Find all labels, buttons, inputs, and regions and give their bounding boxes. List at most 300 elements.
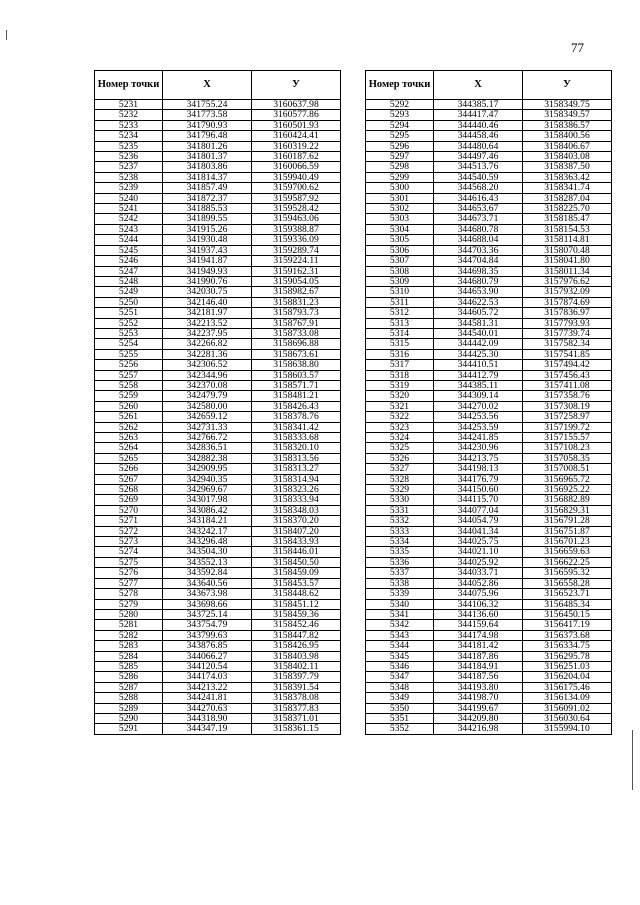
y-coordinate-cell: 3156450.15 (523, 609, 612, 619)
point-number-cell: 5268 (95, 485, 163, 495)
table-row (366, 620, 612, 630)
table-row (366, 328, 612, 338)
y-coordinate-cell: 3158982.67 (252, 287, 341, 297)
x-coordinate-cell: 344385.17 (434, 100, 523, 110)
y-coordinate-cell: 3159336.09 (252, 235, 341, 245)
point-number-cell: 5278 (95, 589, 163, 599)
point-number-cell: 5295 (366, 131, 434, 141)
y-coordinate-cell: 3160501.93 (252, 120, 341, 130)
x-coordinate-cell: 343296.48 (163, 537, 252, 547)
y-coordinate-cell: 3158459.09 (252, 568, 341, 578)
point-number-cell: 5266 (95, 464, 163, 474)
point-number-cell: 5271 (95, 516, 163, 526)
point-number-cell: 5290 (95, 713, 163, 723)
x-coordinate-cell: 344106.32 (434, 599, 523, 609)
x-coordinate-cell: 341796.48 (163, 131, 252, 141)
point-number-cell: 5286 (95, 672, 163, 682)
table-row (95, 172, 341, 182)
point-number-cell: 5260 (95, 401, 163, 411)
table-row (95, 661, 341, 671)
point-number-cell: 5279 (95, 599, 163, 609)
point-number-cell: 5320 (366, 391, 434, 401)
x-coordinate-cell: 342969.67 (163, 485, 252, 495)
x-coordinate-cell: 343086.42 (163, 505, 252, 515)
y-coordinate-cell: 3158287.04 (523, 193, 612, 203)
x-coordinate-cell: 344442.09 (434, 339, 523, 349)
x-coordinate-cell: 341949.93 (163, 266, 252, 276)
x-coordinate-cell: 344680.79 (434, 276, 523, 286)
y-coordinate-cell: 3160637.98 (252, 100, 341, 110)
table-row (95, 308, 341, 318)
point-number-cell: 5259 (95, 391, 163, 401)
table-row (366, 589, 612, 599)
point-number-cell: 5321 (366, 401, 434, 411)
point-number-cell: 5236 (95, 152, 163, 162)
table-row (95, 485, 341, 495)
table-row (95, 328, 341, 338)
point-number-cell: 5280 (95, 609, 163, 619)
point-number-cell: 5281 (95, 620, 163, 630)
point-number-cell: 5296 (366, 141, 434, 151)
point-number-cell: 5258 (95, 380, 163, 390)
y-coordinate-cell: 3158313.56 (252, 453, 341, 463)
point-number-cell: 5352 (366, 724, 434, 734)
table-row (366, 297, 612, 307)
point-number-cell: 5244 (95, 235, 163, 245)
point-number-cell: 5327 (366, 464, 434, 474)
table-row (366, 276, 612, 286)
point-number-cell: 5285 (95, 661, 163, 671)
point-number-cell: 5335 (366, 547, 434, 557)
point-number-cell: 5294 (366, 120, 434, 130)
y-coordinate-cell: 3158406.67 (523, 141, 612, 151)
y-coordinate-cell: 3157494.42 (523, 360, 612, 370)
x-coordinate-cell: 341803.86 (163, 162, 252, 172)
table-row (95, 537, 341, 547)
y-coordinate-cell: 3157108.23 (523, 443, 612, 453)
table-row (95, 453, 341, 463)
x-coordinate-cell: 344115.70 (434, 495, 523, 505)
table-row (366, 453, 612, 463)
point-number-cell: 5328 (366, 474, 434, 484)
x-coordinate-cell: 344241.85 (434, 433, 523, 443)
table-row (366, 474, 612, 484)
table-row (366, 464, 612, 474)
y-coordinate-cell: 3158378.08 (252, 693, 341, 703)
y-coordinate-cell: 3156417.19 (523, 620, 612, 630)
table-row (95, 443, 341, 453)
x-coordinate-cell: 344480.64 (434, 141, 523, 151)
table-row (95, 120, 341, 130)
table-row (366, 245, 612, 255)
point-number-cell: 5254 (95, 339, 163, 349)
x-coordinate-cell: 344066.27 (163, 651, 252, 661)
x-coordinate-cell: 342909.95 (163, 464, 252, 474)
point-number-cell: 5297 (366, 152, 434, 162)
x-coordinate-cell: 343640.56 (163, 578, 252, 588)
x-coordinate-cell: 344497.46 (434, 152, 523, 162)
table-row (95, 589, 341, 599)
table-row (366, 641, 612, 651)
table-row (366, 360, 612, 370)
table-row (95, 100, 341, 110)
point-number-cell: 5273 (95, 537, 163, 547)
table-row (366, 204, 612, 214)
y-coordinate-cell: 3156295.78 (523, 651, 612, 661)
point-number-cell: 5347 (366, 672, 434, 682)
y-coordinate-cell: 3158154.53 (523, 224, 612, 234)
point-number-cell: 5289 (95, 703, 163, 713)
point-number-cell: 5261 (95, 412, 163, 422)
point-number-cell: 5314 (366, 328, 434, 338)
point-number-cell: 5232 (95, 110, 163, 120)
table-row (366, 120, 612, 130)
table-row (366, 235, 612, 245)
table-row (366, 547, 612, 557)
table-row (95, 672, 341, 682)
x-coordinate-cell: 342181.97 (163, 308, 252, 318)
y-coordinate-cell: 3159388.87 (252, 224, 341, 234)
point-number-cell: 5307 (366, 256, 434, 266)
x-coordinate-cell: 344698.35 (434, 266, 523, 276)
x-coordinate-cell: 344540.59 (434, 172, 523, 182)
y-coordinate-cell: 3158481.21 (252, 391, 341, 401)
coordinates-table-right (365, 70, 612, 735)
y-coordinate-cell: 3158433.93 (252, 537, 341, 547)
y-coordinate-cell: 3156091.02 (523, 703, 612, 713)
x-coordinate-cell: 344270.02 (434, 401, 523, 411)
table-row (366, 557, 612, 567)
point-number-cell: 5346 (366, 661, 434, 671)
point-number-cell: 5300 (366, 183, 434, 193)
table-row (366, 412, 612, 422)
header-point-number: Номер точки (95, 71, 163, 100)
x-coordinate-cell: 342281.36 (163, 349, 252, 359)
table-row (366, 162, 612, 172)
table-row (366, 214, 612, 224)
y-coordinate-cell: 3157836.97 (523, 308, 612, 318)
table-row (366, 485, 612, 495)
table-row (95, 568, 341, 578)
header-y: У (523, 71, 612, 100)
table-row (366, 349, 612, 359)
point-number-cell: 5250 (95, 297, 163, 307)
y-coordinate-cell: 3158386.57 (523, 120, 612, 130)
y-coordinate-cell: 3160187.62 (252, 152, 341, 162)
x-coordinate-cell: 343552.13 (163, 557, 252, 567)
x-coordinate-cell: 343504.30 (163, 547, 252, 557)
y-coordinate-cell: 3158225.70 (523, 204, 612, 214)
table-row (95, 183, 341, 193)
point-number-cell: 5348 (366, 682, 434, 692)
x-coordinate-cell: 344025.92 (434, 557, 523, 567)
table-row (366, 172, 612, 182)
point-number-cell: 5324 (366, 433, 434, 443)
x-coordinate-cell: 342659.12 (163, 412, 252, 422)
x-coordinate-cell: 344041.34 (434, 526, 523, 536)
y-coordinate-cell: 3158767.91 (252, 318, 341, 328)
table-row (366, 693, 612, 703)
table-row (95, 651, 341, 661)
y-coordinate-cell: 3158453.57 (252, 578, 341, 588)
x-coordinate-cell: 343876.85 (163, 641, 252, 651)
y-coordinate-cell: 3157793.93 (523, 318, 612, 328)
table-row (95, 110, 341, 120)
x-coordinate-cell: 344187.86 (434, 651, 523, 661)
y-coordinate-cell: 3158447.82 (252, 630, 341, 640)
y-coordinate-cell: 3156558.28 (523, 578, 612, 588)
y-coordinate-cell: 3156334.75 (523, 641, 612, 651)
table-row (366, 433, 612, 443)
point-number-cell: 5277 (95, 578, 163, 588)
x-coordinate-cell: 342266.82 (163, 339, 252, 349)
x-coordinate-cell: 344653.90 (434, 287, 523, 297)
table-row (95, 505, 341, 515)
table-row (95, 360, 341, 370)
y-coordinate-cell: 3157582.34 (523, 339, 612, 349)
table-row (95, 630, 341, 640)
point-number-cell: 5336 (366, 557, 434, 567)
y-coordinate-cell: 3158349.75 (523, 100, 612, 110)
x-coordinate-cell: 344440.46 (434, 120, 523, 130)
y-coordinate-cell: 3156882.89 (523, 495, 612, 505)
table-row (366, 526, 612, 536)
x-coordinate-cell: 344176.79 (434, 474, 523, 484)
table-row (95, 578, 341, 588)
point-number-cell: 5245 (95, 245, 163, 255)
y-coordinate-cell: 3158114.81 (523, 235, 612, 245)
y-coordinate-cell: 3156485.34 (523, 599, 612, 609)
y-coordinate-cell: 3158314.94 (252, 474, 341, 484)
table-row (95, 235, 341, 245)
table-row (95, 152, 341, 162)
y-coordinate-cell: 3157541.85 (523, 349, 612, 359)
header-x: X (163, 71, 252, 100)
y-coordinate-cell: 3158349.57 (523, 110, 612, 120)
x-coordinate-cell: 344213.75 (434, 453, 523, 463)
x-coordinate-cell: 344025.75 (434, 537, 523, 547)
table-row (95, 287, 341, 297)
y-coordinate-cell: 3159587.92 (252, 193, 341, 203)
point-number-cell: 5275 (95, 557, 163, 567)
x-coordinate-cell: 344159.64 (434, 620, 523, 630)
table-row (366, 224, 612, 234)
point-number-cell: 5243 (95, 224, 163, 234)
point-number-cell: 5252 (95, 318, 163, 328)
y-coordinate-cell: 3156751.87 (523, 526, 612, 536)
y-coordinate-cell: 3158571.71 (252, 380, 341, 390)
table-row (366, 568, 612, 578)
header-y: У (252, 71, 341, 100)
y-coordinate-cell: 3158696.88 (252, 339, 341, 349)
x-coordinate-cell: 344458.46 (434, 131, 523, 141)
point-number-cell: 5322 (366, 412, 434, 422)
y-coordinate-cell: 3156925.22 (523, 485, 612, 495)
x-coordinate-cell: 343698.66 (163, 599, 252, 609)
table-row (366, 401, 612, 411)
x-coordinate-cell: 341899.55 (163, 214, 252, 224)
table-row (366, 152, 612, 162)
x-coordinate-cell: 341790.93 (163, 120, 252, 130)
point-number-cell: 5291 (95, 724, 163, 734)
table-row (366, 131, 612, 141)
point-number-cell: 5349 (366, 693, 434, 703)
point-number-cell: 5265 (95, 453, 163, 463)
table-row (95, 193, 341, 203)
point-number-cell: 5299 (366, 172, 434, 182)
x-coordinate-cell: 344187.56 (434, 672, 523, 682)
point-number-cell: 5274 (95, 547, 163, 557)
x-coordinate-cell: 343799.63 (163, 630, 252, 640)
point-number-cell: 5310 (366, 287, 434, 297)
y-coordinate-cell: 3156965.72 (523, 474, 612, 484)
x-coordinate-cell: 341872.37 (163, 193, 252, 203)
table-row (366, 100, 612, 110)
y-coordinate-cell: 3158603.57 (252, 370, 341, 380)
table-row (95, 682, 341, 692)
header-x: X (434, 71, 523, 100)
y-coordinate-cell: 3156204.04 (523, 672, 612, 682)
y-coordinate-cell: 3157976.62 (523, 276, 612, 286)
y-coordinate-cell: 3158070.48 (523, 245, 612, 255)
y-coordinate-cell: 3159162.31 (252, 266, 341, 276)
table-row (366, 266, 612, 276)
x-coordinate-cell: 343184.21 (163, 516, 252, 526)
table-row (366, 537, 612, 547)
point-number-cell: 5269 (95, 495, 163, 505)
x-coordinate-cell: 344054.79 (434, 516, 523, 526)
table-row (366, 422, 612, 432)
point-number-cell: 5241 (95, 204, 163, 214)
table-row (95, 256, 341, 266)
point-number-cell: 5247 (95, 266, 163, 276)
y-coordinate-cell: 3157411.08 (523, 380, 612, 390)
x-coordinate-cell: 344077.04 (434, 505, 523, 515)
point-number-cell: 5248 (95, 276, 163, 286)
x-coordinate-cell: 341937.43 (163, 245, 252, 255)
x-coordinate-cell: 342306.52 (163, 360, 252, 370)
table-row (95, 391, 341, 401)
table-row (366, 495, 612, 505)
point-number-cell: 5246 (95, 256, 163, 266)
point-number-cell: 5308 (366, 266, 434, 276)
point-number-cell: 5253 (95, 328, 163, 338)
y-coordinate-cell: 3158673.61 (252, 349, 341, 359)
point-number-cell: 5256 (95, 360, 163, 370)
y-coordinate-cell: 3159054.05 (252, 276, 341, 286)
x-coordinate-cell: 344568.20 (434, 183, 523, 193)
x-coordinate-cell: 343725.14 (163, 609, 252, 619)
y-coordinate-cell: 3156030.64 (523, 713, 612, 723)
table-row (95, 412, 341, 422)
x-coordinate-cell: 344184.91 (434, 661, 523, 671)
point-number-cell: 5298 (366, 162, 434, 172)
x-coordinate-cell: 344412.79 (434, 370, 523, 380)
y-coordinate-cell: 3156829.31 (523, 505, 612, 515)
point-number-cell: 5231 (95, 100, 163, 110)
point-number-cell: 5283 (95, 641, 163, 651)
table-row (95, 318, 341, 328)
table-row (366, 599, 612, 609)
x-coordinate-cell: 342731.33 (163, 422, 252, 432)
x-coordinate-cell: 341930.48 (163, 235, 252, 245)
x-coordinate-cell: 344075.96 (434, 589, 523, 599)
table-row (95, 370, 341, 380)
x-coordinate-cell: 342344.96 (163, 370, 252, 380)
point-number-cell: 5288 (95, 693, 163, 703)
x-coordinate-cell: 344513.76 (434, 162, 523, 172)
x-coordinate-cell: 343673.98 (163, 589, 252, 599)
x-coordinate-cell: 344410.51 (434, 360, 523, 370)
point-number-cell: 5313 (366, 318, 434, 328)
x-coordinate-cell: 344199.67 (434, 703, 523, 713)
x-coordinate-cell: 344198.13 (434, 464, 523, 474)
x-coordinate-cell: 341755.24 (163, 100, 252, 110)
table-row (95, 703, 341, 713)
point-number-cell: 5340 (366, 599, 434, 609)
x-coordinate-cell: 344198.70 (434, 693, 523, 703)
x-coordinate-cell: 343017.98 (163, 495, 252, 505)
y-coordinate-cell: 3158400.56 (523, 131, 612, 141)
x-coordinate-cell: 341915.26 (163, 224, 252, 234)
point-number-cell: 5344 (366, 641, 434, 651)
y-coordinate-cell: 3156622.25 (523, 557, 612, 567)
x-coordinate-cell: 344136.60 (434, 609, 523, 619)
point-number-cell: 5306 (366, 245, 434, 255)
table-row (95, 131, 341, 141)
x-coordinate-cell: 344673.71 (434, 214, 523, 224)
y-coordinate-cell: 3158426.95 (252, 641, 341, 651)
point-number-cell: 5334 (366, 537, 434, 547)
y-coordinate-cell: 3158320.10 (252, 443, 341, 453)
table-row (366, 651, 612, 661)
y-coordinate-cell: 3157258.97 (523, 412, 612, 422)
x-coordinate-cell: 344052.86 (434, 578, 523, 588)
table-row (366, 256, 612, 266)
point-number-cell: 5303 (366, 214, 434, 224)
y-coordinate-cell: 3159224.11 (252, 256, 341, 266)
point-number-cell: 5233 (95, 120, 163, 130)
table-row (366, 141, 612, 151)
point-number-cell: 5351 (366, 713, 434, 723)
x-coordinate-cell: 344230.96 (434, 443, 523, 453)
y-coordinate-cell: 3158378.76 (252, 412, 341, 422)
table-row (366, 391, 612, 401)
y-coordinate-cell: 3156659.63 (523, 547, 612, 557)
table-row (95, 609, 341, 619)
x-coordinate-cell: 344270.63 (163, 703, 252, 713)
y-coordinate-cell: 3158426.43 (252, 401, 341, 411)
x-coordinate-cell: 344417.47 (434, 110, 523, 120)
y-coordinate-cell: 3158361.15 (252, 724, 341, 734)
y-coordinate-cell: 3158377.83 (252, 703, 341, 713)
y-coordinate-cell: 3158341.42 (252, 422, 341, 432)
table-row (95, 474, 341, 484)
y-coordinate-cell: 3160424.41 (252, 131, 341, 141)
y-coordinate-cell: 3157008.51 (523, 464, 612, 474)
table-row (366, 193, 612, 203)
x-coordinate-cell: 342237.95 (163, 328, 252, 338)
point-number-cell: 5343 (366, 630, 434, 640)
x-coordinate-cell: 342766.72 (163, 433, 252, 443)
table-row (95, 599, 341, 609)
y-coordinate-cell: 3158403.98 (252, 651, 341, 661)
table-row (95, 141, 341, 151)
x-coordinate-cell: 344616.43 (434, 193, 523, 203)
point-number-cell: 5332 (366, 516, 434, 526)
point-number-cell: 5317 (366, 360, 434, 370)
x-coordinate-cell: 344385.11 (434, 380, 523, 390)
